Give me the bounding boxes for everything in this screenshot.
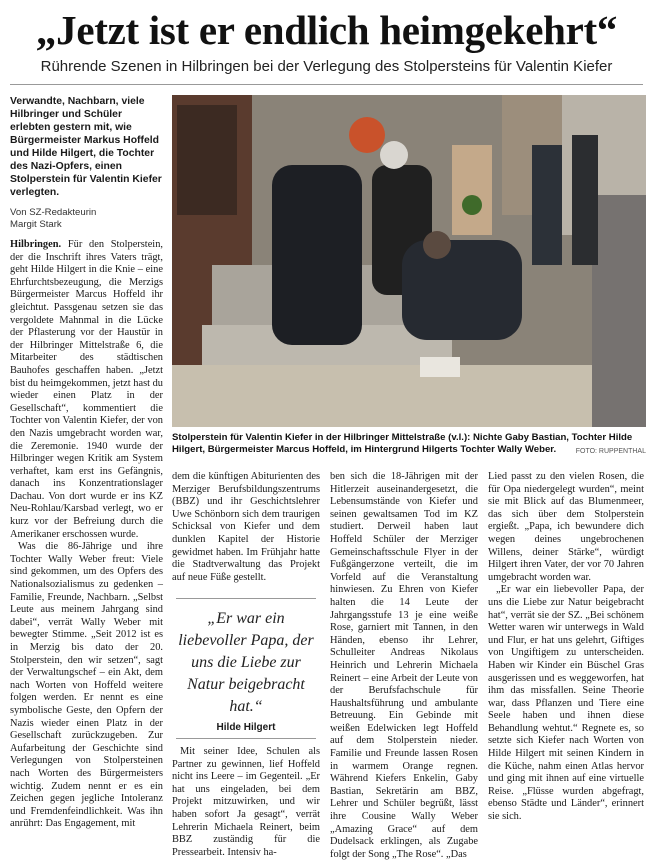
quote-rule-top xyxy=(176,598,316,599)
photo-caption xyxy=(172,432,646,458)
article-photo xyxy=(172,95,646,427)
paragraph: „Er war ein liebevoller Papa, der uns die Liebe zur Natur beigebracht hat“, verrät sie der SZ. „Bei schönem Wetter waren wir unterwegs in Wald und Flur, er hat uns gelehrt, Giftiges von Ungiftigem zu unterscheiden. Haben wir Kinder ein Büschel Gras ausgerissen und es weggeworfen, hat ihm das missfallen. Seine Theorie war, dass Pflanzen und Tiere eine Seele haben und ihnen diese Behandlung wehtut.“ Regnete es, so setzte sich Kiefer nach Worten von Hilde Hilgert mit seinen Kindern in die Küche, nahm einen Atlas hervor und ging mit ihnen auf eine virtuelle Reise. „Flüsse wurden abgefragt, ebenso Städte und Länder“, erinnert sie sich. xyxy=(488,584,644,823)
caption-text: Stolperstein für Valentin Kiefer in der Hilbringer Mittelstraße (v.l.): Nichte Gaby Bastian, Tochter Hilde Hilgert, Bürgermeister Marcus Hoffeld, im Hintergrund Hilgerts Tochter Wally Weber. xyxy=(172,432,633,455)
pull-quote xyxy=(172,608,320,733)
paragraph: Lied passt zu den vielen Rosen, die für Opa niedergelegt wurden“, meint sie mit Blick auf das Blumenmeer, das sich über dem Stolperstein ergießt. „Papa, ich bewundere dich wegen deines ungebrochenen Willens, deiner Stärke“, würdigt Hilgert ihren Vater, der vor 70 Jahren umgebracht worden war. xyxy=(488,471,644,583)
quote-author: Hilde Hilgert xyxy=(216,722,276,733)
photo-credit: FOTO: RUPPENTHAL xyxy=(575,448,646,455)
paragraph xyxy=(10,239,163,541)
column-1 xyxy=(10,95,163,850)
column-2 xyxy=(172,471,320,591)
divider xyxy=(10,84,643,85)
column-3 xyxy=(330,471,478,860)
quote-rule-bottom xyxy=(176,738,316,739)
dateline: Hilbringen. xyxy=(10,239,62,250)
headline: „Jetzt ist er endlich heimgekehrt“ xyxy=(35,7,618,53)
paragraph: dem die künftigen Abiturienten des Merziger Berufsbildungszentrums (BBZ) und ihr Geschichtslehrer Uwe Schönborn sich dem traurigen Schicksal von Kiefer und dem dunklen Kapitel der Historie gewidmet haben. Im Frühjahr hatte die Stadtverwaltung das Projekt auf neue Füße gestellt. xyxy=(172,471,320,583)
quote-text: „Er war ein liebevoller Papa, der uns die Liebe zur Natur beigebracht hat.“ xyxy=(178,610,314,715)
subheadline: Rührende Szenen in Hilbringen bei der Verlegung des Stolpersteins für Valentin Kiefer xyxy=(40,58,613,75)
paragraph: Mit seiner Idee, Schulen als Partner zu gewinnen, lief Hoffeld nicht ins Leere – im Gegenteil. „Er hat uns eingeladen, bei dem Projekt mitzuwirken, und wir haben sofort Ja gesagt“, verrät Lehrerin Michaela Reinert, beim BBZ zuständig für die Pressearbeit. Intensiv ha- xyxy=(172,746,320,858)
byline xyxy=(10,207,163,231)
column-2-bottom xyxy=(172,746,320,858)
paragraph: Was die 86-Jährige und ihre Tochter Wally Weber freut: Viele sind gekommen, um des Opfers des Nationalsozialismus zu gedenken – Familie, Freunde, Nachbarn. „Selbst Leute aus meinem Jahrgang sind dabei“, verrät Wally Weber mit bewegter Stimme. „Seit 2012 ist es in Merzig bis dato der 20. Stolperstein, den wir setzen“, sagt der Verwaltungschef – ein Akt, dem nach Worten von Hoffeld weitere folgen werden. Er nennt es eine symbolische Geste, den Opfern der Nazis wieder einen Platz in der Gesellschaft zurückzugeben. Zur Aufarbeitung der Geschichte sind Verlegungen von Stolpersteinen nach Worten des Bürgermeisters wichtig. Zudem nennt er es ein Zeichen gegen jegliche Intoleranz und Fremdenfeindlichkeit. Was ihn anrührt: Das Engagement, mit xyxy=(10,541,163,830)
byline-role: Von SZ-Redakteurin xyxy=(10,207,97,218)
byline-author: Margit Stark xyxy=(10,219,62,230)
paragraph: ben sich die 18-Jährigen mit der Hitlerzeit auseinandergesetzt, die Lebensumstände von Kiefer und seinen gewaltsamen Tod im KZ studiert. Derweil haben laut Hoffeld Schüler der Merziger Gemeinschaftsschule Flyer in der Fußgängerzone verteilt, die im Vorfeld auf die Veranstaltung hinwiesen. Zu Ehren von Kiefer halten die 14 Leute der Jahrgangsstufe 13 je eine weiße Rose, garniert mit Tannen, in den Händen, ebenso ihr Lehrer, Schulleiter Andreas Nikolaus Heinrich und Lehrerin Michaela Reinert – eine Arbeit der Leute von der Berufsfachschule für Haushaltsführung und ambulante Betreuung. Ein Gebinde mit weißen Edelwicken legt Hoffeld auf dem Stolperstein nieder. Familie und Freunde lassen Rosen in warmem Orange regnen. Während Kiefers Enkelin, Gaby Bastian, Sekretärin am BBZ, Lehrer und Schüler begrüßt, lässt ihre Cousine Wally Weber „Amazing Grace“ auf dem Dudelsack erklingen, als Zugabe folgt der Song „The Rose“. „Das xyxy=(330,471,478,860)
paragraph-text: Für den Stolperstein, der die Inschrift ihres Vaters trägt, geht Hilde Hilgert in die Knie – eine Ehrfurchtsbezeugung, die Merzigs Bürgermeister Marcus Hoffeld ihr gleichtut. Passgenau setzen sie das vergoldete Mahnmal in die Lücke der Pflasterung vor der Haustür in der Hilbringer Mittelstraße 6, die Mitarbeiter des städtischen Bauhofes geschaffen haben. „Jetzt bist du heimgekommen, jetzt hast du wieder einen Platz in der Gesellschaft“, kommentiert die Tochter von Valentin Kiefer, der von den Nazis umgebracht worden war, die Zeremonie. 1940 wurde der Hilbringer wegen Kritik am System verhaftet, kam erst ins Gefängnis, danach ins Konzentrationslager Dachau. Von dort wurde er ins KZ Neu-Rohlau/Karsbad verlegt, wo er kurz vor der Befreiung durch die Amerikaner erschossen wurde. xyxy=(10,239,163,540)
article-lead: Verwandte, Nachbarn, viele Hilbringer und Schüler erlebten gestern mit, wie Bürgermeister Markus Hoffeld und Hilde Hilgert, die Tochter des Nazi-Opfers, einen Stolperstein für Valentin Kiefer verlegten. xyxy=(10,96,162,198)
column-4 xyxy=(488,471,644,850)
